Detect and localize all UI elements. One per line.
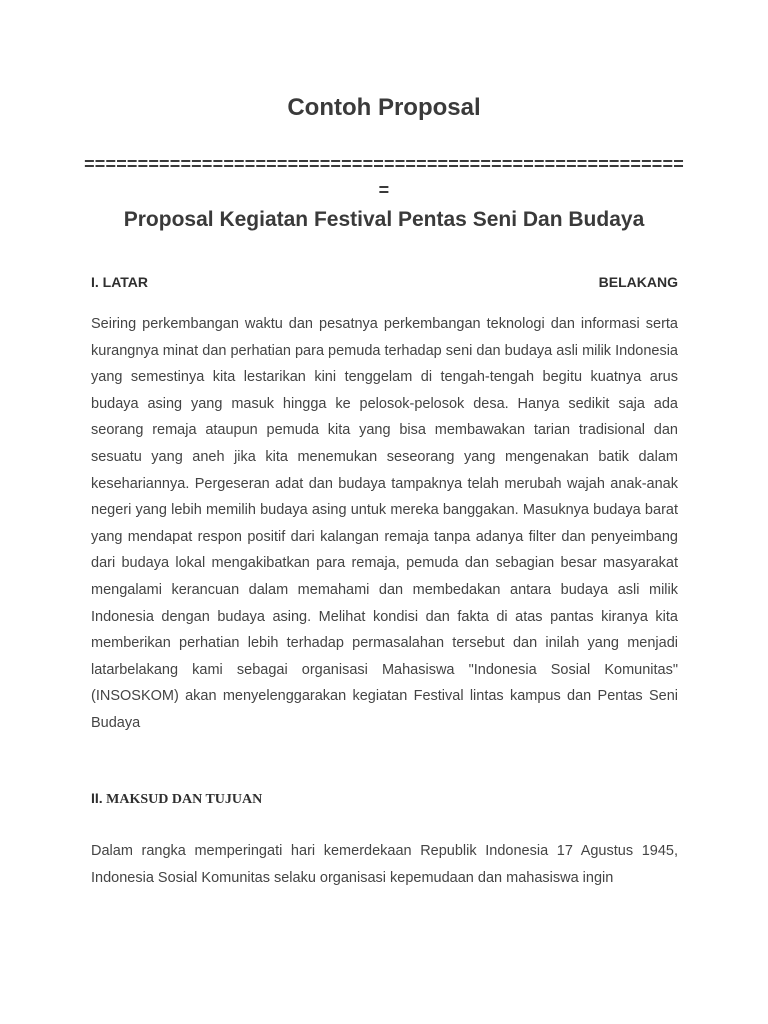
latar-belakang-paragraph: Seiring perkembangan waktu dan pesatnya perkembangan teknologi dan informasi serta kurangnya minat dan perhatian para pemuda terhadap seni dan budaya asli milik Indonesia yang semestinya kita lestarikan kini tenggelam di tengah-tengah begitu kuatnya arus budaya asing yang masuk hingga ke pelosok-pelosok desa. Hanya sedikit saja ada seorang remaja ataupun pemuda kita yang bisa membawakan tarian tradisional dan sesuatu yang aneh jika kita menemukan seseorang yang mengenakan batik dalam kesehariannya. Pergeseran adat dan budaya tampaknya telah merubah wajah anak-anak negeri yang lebih memilih budaya asing untuk mereka banggakan. Masuknya budaya barat yang mendapat respon positif dari kalangan remaja tanpa adanya filter dan penyeimbang dari budaya lokal mengakibatkan para remaja, pemuda dan sebagian besar masyarakat mengalami kerancuan dalam memahami dan membedakan antara budaya asli milik Indonesia dengan budaya asing. Melihat kondisi dan fakta di atas pantas kiranya kita memberikan perhatian lebih terhadap permasalahan tersebut dan inilah yang menjadi latarbelakang kami sebagai organisasi Mahasiswa "Indonesia Sosial Komunitas" (INSOSKOM) akan menyelenggarakan kegiatan Festival lintas kampus dan Pentas Seni Budaya <box>91 316 678 731</box>
section-heading-maksud-tujuan <box>91 788 262 810</box>
section-heading-number: II. <box>91 790 103 806</box>
section-heading-latar-belakang <box>91 272 678 292</box>
section-heading-right: BELAKANG <box>598 274 678 290</box>
document-title: Contoh Proposal <box>287 94 481 121</box>
separator-line: ========================================================= <box>84 154 684 200</box>
section-heading-left: I. LATAR <box>91 274 149 290</box>
proposal-subtitle: Proposal Kegiatan Festival Pentas Seni Dan Budaya <box>123 208 645 231</box>
maksud-tujuan-paragraph: Dalam rangka memperingati hari kemerdekaan Republik Indonesia 17 Agustus 1945, Indonesia Sosial Komunitas selaku organisasi kepemudaan dan mahasiswa ingin <box>91 843 678 886</box>
section-heading-text: MAKSUD DAN TUJUAN <box>102 792 263 807</box>
